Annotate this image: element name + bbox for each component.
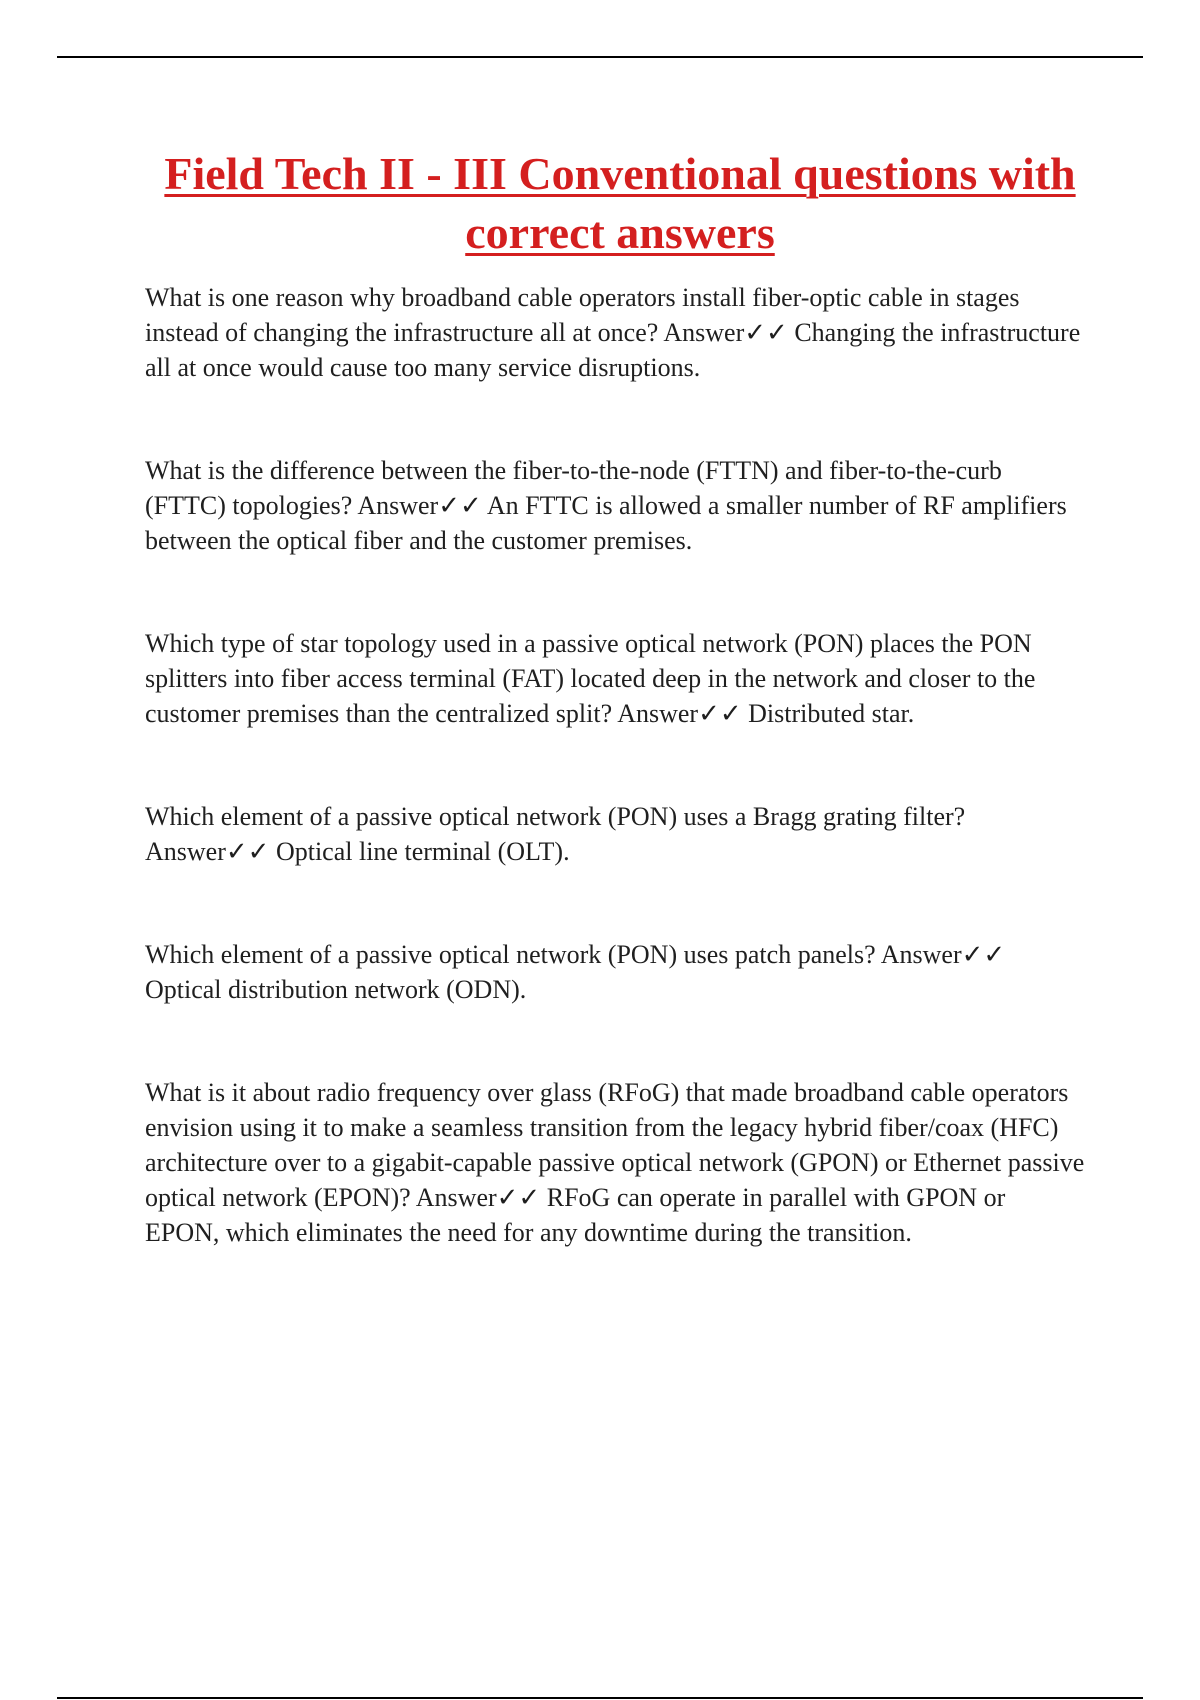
answer-marker: Answer✓✓ — [617, 699, 742, 728]
question-text: What is it about radio frequency over glass (RFoG) that made broadband cable operators envision using it to make a seamless transition from the legacy hybrid fiber/coax (HFC) architecture over to a gigabit-capable passive optical network (GPON) or Ethernet passive optical network (EPON)? — [145, 1078, 1085, 1212]
answer-marker: Answer✓✓ — [663, 318, 788, 347]
answer-text: Changing the infrastructure all at once would cause too many service disruptions. — [145, 318, 1081, 382]
document-title: Field Tech II - III Conventional questions with correct answers — [164, 148, 1076, 258]
question-text: What is one reason why broadband cable operators install fiber-optic cable in stages instead of changing the infrastructure all at once? — [145, 283, 1020, 347]
answer-text: Optical distribution network (ODN). — [145, 975, 527, 1004]
answer-text: Optical line terminal (OLT). — [275, 837, 570, 866]
answer-text: RFoG can operate in parallel with GPON or EPON, which eliminates the need for any downtime during the transition. — [145, 1183, 1006, 1247]
qa-item — [145, 626, 1085, 731]
answer-text: Distributed star. — [748, 699, 915, 728]
qa-item — [145, 937, 1085, 1007]
answer-marker: Answer✓✓ — [415, 1183, 541, 1212]
answer-text: An FTTC is allowed a smaller number of RF amplifiers between the optical fiber and the customer premises. — [145, 491, 1067, 555]
qa-item — [145, 1075, 1085, 1250]
answer-marker: Answer✓✓ — [357, 491, 482, 520]
answer-marker: Answer✓✓ — [145, 837, 270, 866]
qa-list — [145, 280, 1085, 1318]
qa-item — [145, 453, 1085, 558]
qa-item — [145, 280, 1085, 385]
footer-rule — [57, 1697, 1143, 1699]
question-text: Which element of a passive optical network (PON) uses patch panels? — [145, 940, 876, 969]
question-text: Which element of a passive optical network (PON) uses a Bragg grating filter? — [145, 802, 966, 831]
header-rule — [57, 56, 1143, 58]
qa-item — [145, 799, 1085, 869]
question-text: What is the difference between the fiber-to-the-node (FTTN) and fiber-to-the-curb (FTTC) topologies? — [145, 456, 1002, 520]
question-text: Which type of star topology used in a passive optical network (PON) places the PON splitters into fiber access terminal (FAT) located deep in the network and closer to the customer premises than the centralized split? — [145, 629, 1036, 728]
answer-marker: Answer✓✓ — [880, 940, 1006, 969]
